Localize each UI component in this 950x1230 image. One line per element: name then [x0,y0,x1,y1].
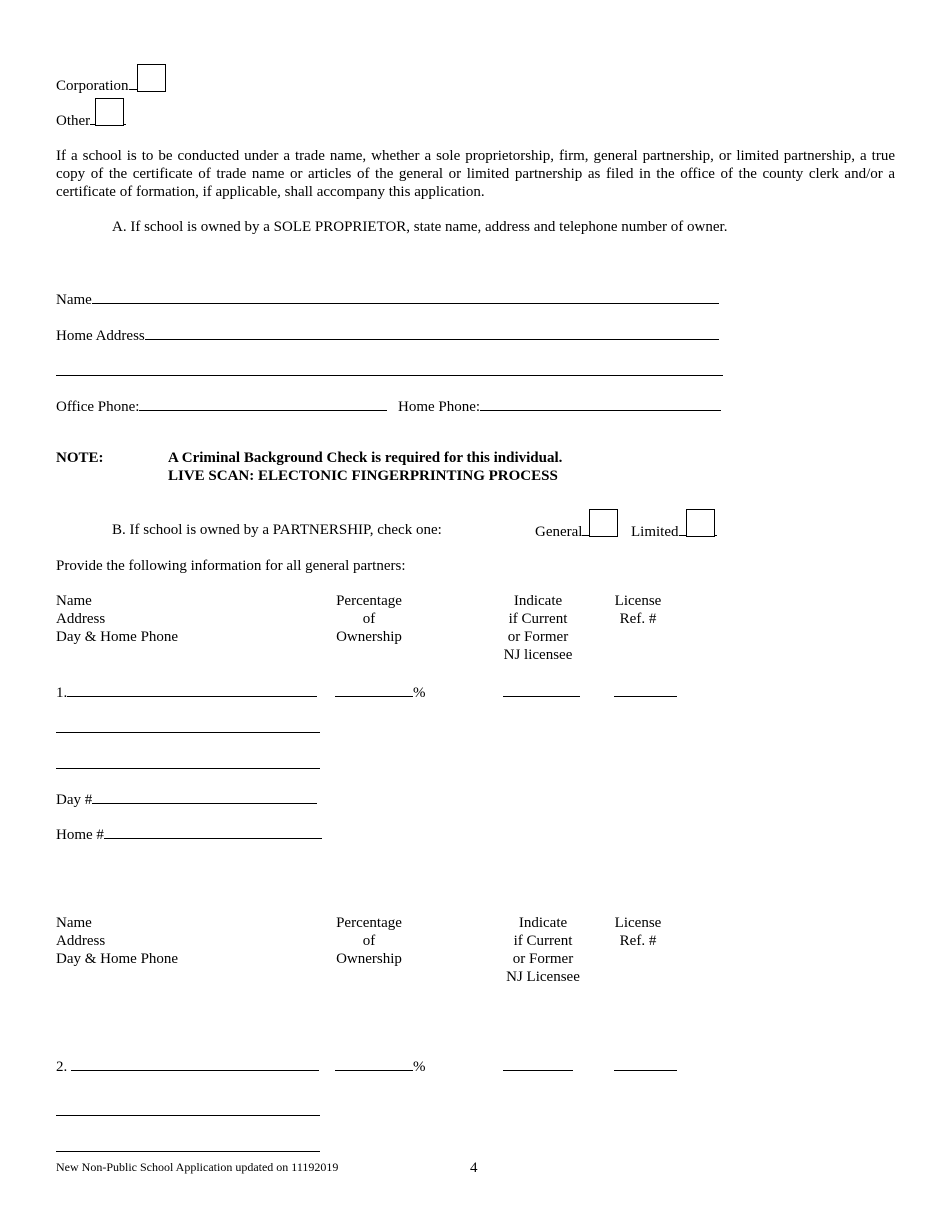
partner1-home-label: Home # [56,827,104,843]
partner1-percent-sign: % [413,685,426,701]
partner1-home-phone-field[interactable] [56,824,322,844]
owner-name-field[interactable] [56,289,719,309]
table2-col-indicate-line: NJ Licensee [506,969,580,985]
office-phone-line[interactable] [139,396,387,411]
table1-col-name-line: Address [56,611,106,627]
table2-col-indicate-line: Indicate [518,915,568,931]
table1-col-indicate-line: NJ licensee [503,647,573,663]
table2-col-percentage-line: of [362,933,376,949]
partner1-name-line[interactable] [67,682,317,697]
partner1-address-line-2[interactable] [56,768,320,769]
note-label: NOTE: [56,450,104,466]
partner2-name-line[interactable] [71,1056,319,1071]
partner1-address-line-1[interactable] [56,732,320,733]
partner1-home-line[interactable] [104,824,322,839]
home-address-line[interactable] [145,325,719,340]
partner1-percentage-line[interactable] [335,682,413,697]
trade-name-paragraph: If a school is to be conducted under a trade name, whether a sole proprietorship, firm, general partnership, or limited partnership, a true copy of the certificate of trade name or articles of the general or limited partnership as filed in the office of the county clerk and/or a certificate of formation, if applicable, shall accompany this application. [56,148,895,200]
table1-col-indicate-line: if Current [508,611,568,627]
table2-col-percentage [330,914,408,968]
table2-col-name [56,914,178,968]
other-checkbox[interactable] [95,98,124,126]
partner2-license-ref-line[interactable] [614,1070,677,1071]
table1-col-license-line: Ref. # [619,611,657,627]
table2-col-name-line: Name [56,915,92,931]
note-line-2: LIVE SCAN: ELECTONIC FINGERPRINTING PROCESS [168,468,558,484]
note-line-1: A Criminal Background Check is required for this individual. [168,450,563,466]
partner1-license-ref-line[interactable] [614,696,677,697]
partner2-row-number: 2. [56,1059,68,1075]
partner1-day-label: Day # [56,792,93,808]
table1-col-name-line: Day & Home Phone [56,629,179,645]
table2-col-indicate-line: if Current [513,933,573,949]
table2-col-name-line: Day & Home Phone [56,951,179,967]
partner2-name-field[interactable] [56,1056,319,1076]
table1-col-name [56,592,178,646]
table2-col-indicate [499,914,587,986]
table2-col-percentage-line: Ownership [336,951,402,967]
table1-col-indicate-line: or Former [507,629,569,645]
partner1-row-number: 1. [56,685,68,701]
home-phone-line[interactable] [480,396,721,411]
table2-col-license [610,914,666,950]
table2-col-indicate-line: or Former [512,951,574,967]
corporation-checkbox[interactable] [137,64,166,92]
partner1-day-phone-field[interactable] [56,789,317,809]
table2-col-license-line: License [614,915,662,931]
partner2-address-line-1[interactable] [56,1115,320,1116]
table1-col-name-line: Name [56,593,92,609]
table1-col-indicate-line: Indicate [513,593,563,609]
page-number: 4 [470,1160,478,1176]
partner2-percent-sign: % [413,1059,426,1075]
limited-label: Limited [631,524,679,540]
general-label: General [535,524,583,540]
footer-text: New Non-Public School Application updated on 11192019 [56,1160,339,1174]
partner1-percentage-field[interactable] [335,682,426,702]
table1-col-indicate [497,592,579,664]
partner1-licensee-line[interactable] [503,696,580,697]
table1-col-percentage-line: of [362,611,376,627]
home-phone-field[interactable] [398,396,721,416]
table2-col-percentage-line: Percentage [336,915,402,931]
partner1-name-field[interactable] [56,682,317,702]
partner2-percentage-field[interactable] [335,1056,426,1076]
general-checkbox[interactable] [589,509,618,537]
home-address-label: Home Address [56,328,145,344]
partner2-licensee-line[interactable] [503,1070,573,1071]
home-phone-label: Home Phone: [398,399,481,415]
owner-name-line[interactable] [92,289,719,304]
office-phone-label: Office Phone: [56,399,140,415]
table2-col-name-line: Address [56,933,106,949]
office-phone-field[interactable] [56,396,387,416]
table1-col-percentage [330,592,408,646]
table1-col-license [610,592,666,628]
table1-col-percentage-line: Percentage [336,593,402,609]
home-address-field[interactable] [56,325,719,345]
partner1-day-line[interactable] [92,789,317,804]
table1-col-percentage-line: Ownership [336,629,402,645]
section-a-heading: A. If school is owned by a SOLE PROPRIETOR, state name, address and telephone number of owner. [112,219,728,235]
partner2-percentage-line[interactable] [335,1056,413,1071]
partner2-address-line-2[interactable] [56,1151,320,1152]
table2-col-license-line: Ref. # [619,933,657,949]
home-address-line-2[interactable] [56,375,723,376]
other-label: Other [56,113,91,129]
table1-col-license-line: License [614,593,662,609]
limited-checkbox[interactable] [686,509,715,537]
corporation-label: Corporation [56,78,129,94]
section-b-heading: B. If school is owned by a PARTNERSHIP, check one: [112,522,442,538]
partners-instruction: Provide the following information for all general partners: [56,558,406,574]
owner-name-label: Name [56,292,92,308]
